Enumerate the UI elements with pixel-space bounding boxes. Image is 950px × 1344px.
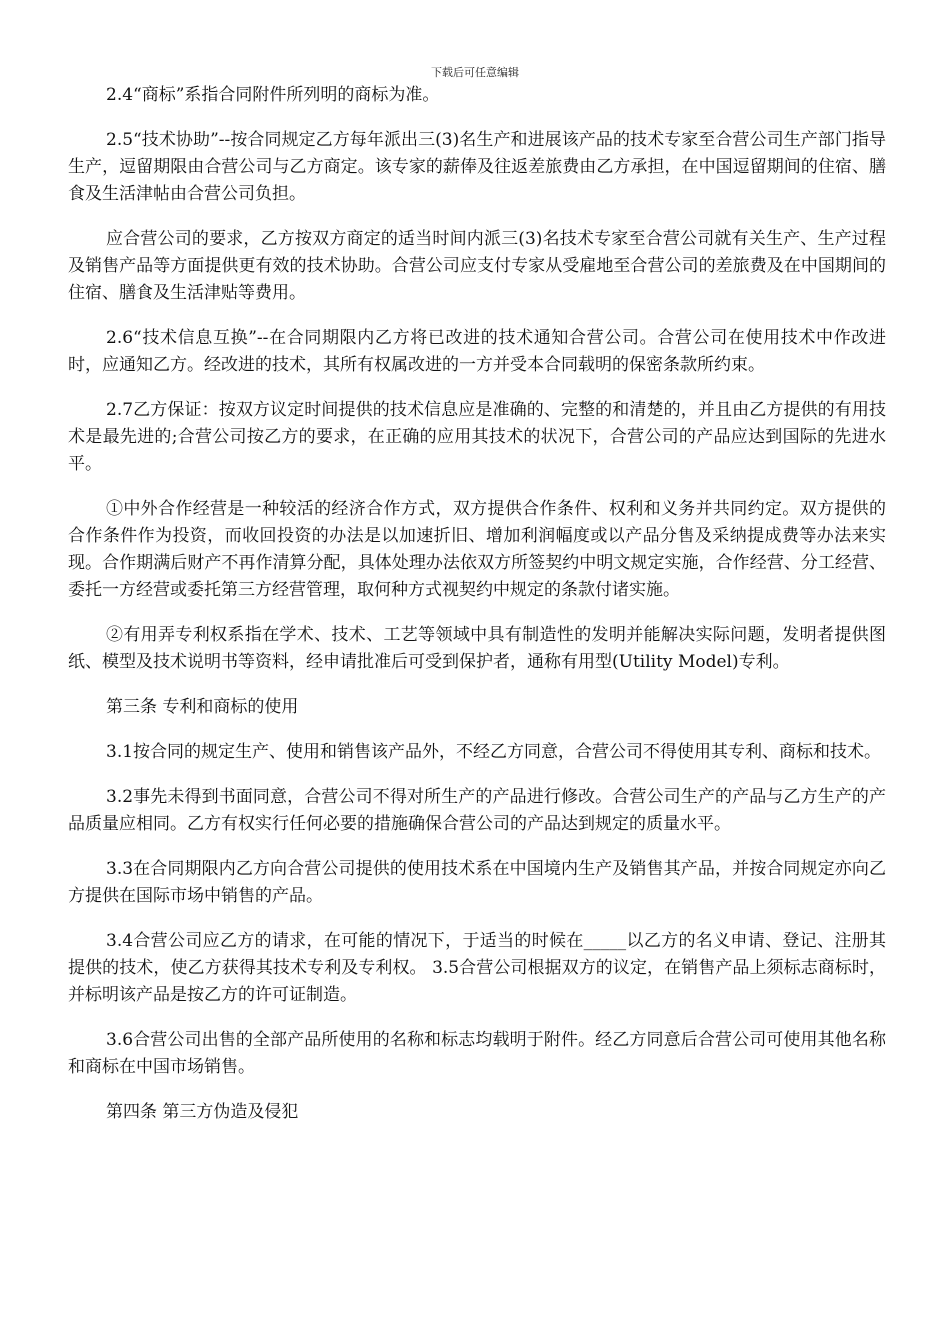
document-body [68, 82, 886, 1144]
paragraph-3-2: 3.2事先未得到书面同意，合营公司不得对所生产的产品进行修改。合营公司生产的产品与乙方生产的产品质量应相同。乙方有权实行任何必要的措施确保合营公司的产品达到规定的质量水平。 [68, 787, 886, 834]
paragraph-3-6: 3.6合营公司出售的全部产品所使用的名称和标志均载明于附件。经乙方同意后合营公司可使用其他名称和商标在中国市场销售。 [68, 1030, 886, 1077]
paragraph-3-3: 3.3在合同期限内乙方向合营公司提供的使用技术系在中国境内生产及销售其产品，并按合同规定亦向乙方提供在国际市场中销售的产品。 [68, 859, 886, 906]
paragraph-2-4: 2.4“商标”系指合同附件所列明的商标为准。 [106, 85, 440, 105]
section-heading-article-3: 第三条 专利和商标的使用 [106, 697, 299, 717]
section-heading-article-4: 第四条 第三方伪造及侵犯 [106, 1102, 299, 1122]
paragraph-2-7: 2.7乙方保证：按双方议定时间提供的技术信息应是准确的、完整的和清楚的，并且由乙方提供的有用技术是最先进的;合营公司按乙方的要求，在正确的应用其技术的状况下，合营公司的产品应达到国际的先进水平。 [68, 400, 886, 474]
paragraph-2-5-continued: 应合营公司的要求，乙方按双方商定的适当时间内派三(3)名技术专家至合营公司就有关生产、生产过程及销售产品等方面提供更有效的技术协助。合营公司应支付专家从受雇地至合营公司的差旅费及在中国期间的住宿、膳食及生活津贴等费用。 [68, 229, 886, 303]
header-note: 下载后可任意编辑 [431, 66, 519, 79]
paragraph-2-5: 2.5“技术协助”--按合同规定乙方每年派出三(3)名生产和进展该产品的技术专家至合营公司生产部门指导生产，逗留期限由合营公司与乙方商定。该专家的薪俸及往返差旅费由乙方承担，在中国逗留期间的住宿、膳食及生活津帖由合营公司负担。 [68, 130, 886, 204]
paragraph-3-1: 3.1按合同的规定生产、使用和销售该产品外，不经乙方同意，合营公司不得使用其专利、商标和技术。 [106, 742, 882, 762]
note-paragraph-1: ①中外合作经营是一种较活的经济合作方式，双方提供合作条件、权利和义务并共同约定。双方提供的合作条件作为投资，而收回投资的办法是以加速折旧、增加利润幅度或以产品分售及采纳提成费等办法来实现。合作期满后财产不再作清算分配，具体处理办法依双方所签契约中明文规定实施，合作经营、分工经营、委托一方经营或委托第三方经营管理，取何种方式视契约中规定的条款付诸实施。 [68, 499, 886, 600]
paragraph-3-4: 3.4合营公司应乙方的请求，在可能的情况下，于适当的时候在_____以乙方的名义申请、登记、注册其提供的技术，使乙方获得其技术专利及专利权。 3.5合营公司根据双方的议定，在销售产品上须标志商标时，并标明该产品是按乙方的许可证制造。 [68, 931, 886, 1005]
note-paragraph-2: ②有用弄专利权系指在学术、技术、工艺等领域中具有制造性的发明并能解决实际问题，发明者提供图纸、模型及技术说明书等资料，经申请批准后可受到保护者，通称有用型(Utility Model)专利。 [68, 625, 886, 672]
paragraph-2-6: 2.6“技术信息互换”--在合同期限内乙方将已改进的技术通知合营公司。合营公司在使用技术中作改进时，应通知乙方。经改进的技术，其所有权属改进的一方并受本合同载明的保密条款所约束。 [68, 328, 886, 375]
